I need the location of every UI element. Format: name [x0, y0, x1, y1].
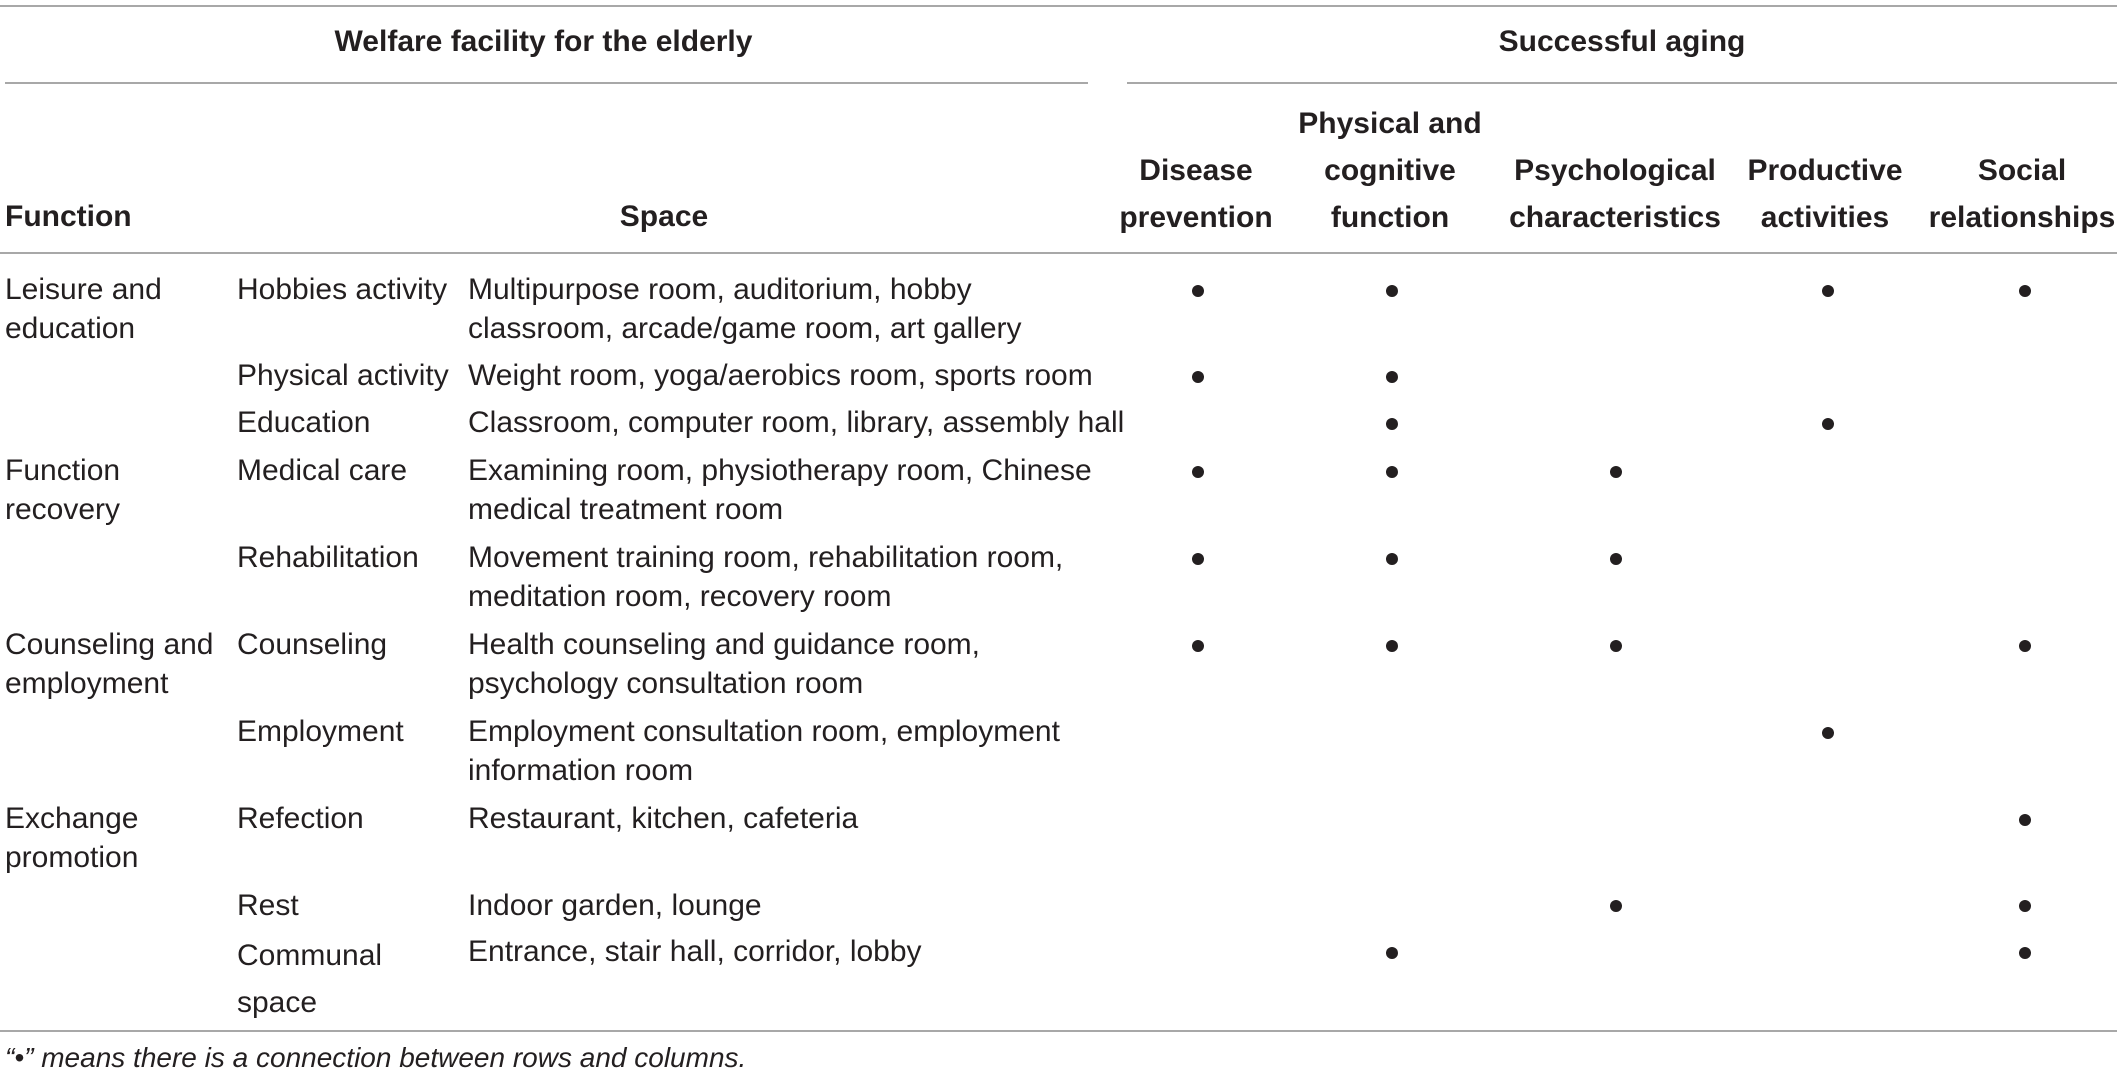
connection-dot-social: [2019, 947, 2031, 959]
connection-dot-productive: [1822, 418, 1834, 430]
connection-dot-disease-prevention: [1192, 553, 1204, 565]
space-refection: Restaurant, kitchen, cafeteria: [468, 802, 859, 835]
connection-dot-social: [2019, 285, 2031, 297]
space-counseling: Health counseling and guidance room, psychology consultation room: [468, 628, 981, 700]
subfunction-counseling: Counseling: [237, 628, 388, 661]
connection-dot-productive: [1822, 727, 1834, 739]
subfunction-refection: Refection: [237, 802, 364, 835]
space-employment: Employment consultation room, employment information room: [468, 715, 1060, 787]
subfunction-education: Education: [237, 406, 371, 439]
space-physical-activity: Weight room, yoga/aerobics room, sports room: [468, 359, 1093, 392]
connection-dot-social: [2019, 640, 2031, 652]
subfunction-rehabilitation: Rehabilitation: [237, 541, 419, 574]
header-bottom-rule: [0, 252, 2117, 254]
connection-dot-productive: [1822, 285, 1834, 297]
connection-dot-physical-cognitive: [1386, 371, 1398, 383]
connection-dot-physical-cognitive: [1386, 466, 1398, 478]
space-rest: Indoor garden, lounge: [468, 889, 762, 922]
connection-dot-psychological: [1610, 466, 1622, 478]
col-header-disease-prevention: Disease prevention: [1119, 154, 1273, 234]
function-exchange-promotion: Exchange promotion: [5, 802, 139, 874]
footnote: “•” means there is a connection between rows and columns.: [5, 1042, 747, 1073]
connection-dot-psychological: [1610, 640, 1622, 652]
space-medical-care: Examining room, physiotherapy room, Chinese medical treatment room: [468, 454, 1092, 526]
space-hobbies-activity: Multipurpose room, auditorium, hobby classroom, arcade/game room, art gallery: [468, 273, 1022, 345]
connection-dot-social: [2019, 900, 2031, 912]
connection-dot-social: [2019, 814, 2031, 826]
connection-dot-physical-cognitive: [1386, 640, 1398, 652]
col-header-function: Function: [5, 200, 132, 233]
table-top-rule: [0, 5, 2117, 7]
space-rehabilitation: Movement training room, rehabilitation room, meditation room, recovery room: [468, 541, 1064, 613]
connection-dot-physical-cognitive: [1386, 553, 1398, 565]
connection-dot-psychological: [1610, 900, 1622, 912]
space-education: Classroom, computer room, library, assembly hall: [468, 406, 1125, 439]
connection-dot-disease-prevention: [1192, 640, 1204, 652]
subfunction-physical-activity: Physical activity: [237, 359, 449, 392]
col-header-productive: Productive activities: [1747, 154, 1903, 234]
connection-dot-physical-cognitive: [1386, 947, 1398, 959]
subfunction-communal-space: Communal space: [237, 939, 383, 1019]
subfunction-employment: Employment: [237, 715, 404, 748]
subfunction-medical-care: Medical care: [237, 454, 408, 487]
subfunction-hobbies-activity: Hobbies activity: [237, 273, 448, 306]
connection-dot-psychological: [1610, 553, 1622, 565]
col-header-psychological: Psychological characteristics: [1509, 154, 1721, 234]
function-recovery: Function recovery: [5, 454, 121, 526]
subfunction-rest: Rest: [237, 889, 299, 922]
group-header-aging: Successful aging: [1498, 25, 1746, 58]
table-bottom-rule: [0, 1030, 2117, 1032]
col-header-space: Space: [619, 200, 709, 233]
connection-dot-physical-cognitive: [1386, 418, 1398, 430]
function-counseling-employment: Counseling and employment: [5, 628, 214, 700]
function-leisure-education: Leisure and education: [5, 273, 162, 345]
group-rule-aging: [1127, 82, 2117, 84]
connection-dot-disease-prevention: [1192, 371, 1204, 383]
space-communal: Entrance, stair hall, corridor, lobby: [468, 935, 922, 968]
group-header-facility: Welfare facility for the elderly: [334, 25, 753, 58]
connection-dot-physical-cognitive: [1386, 285, 1398, 297]
col-header-physical-cognitive: Physical and cognitive function: [1298, 107, 1482, 234]
group-rule-facility: [5, 82, 1088, 84]
connection-dot-disease-prevention: [1192, 466, 1204, 478]
col-header-social: Social relationships: [1928, 154, 2116, 234]
connection-dot-disease-prevention: [1192, 285, 1204, 297]
